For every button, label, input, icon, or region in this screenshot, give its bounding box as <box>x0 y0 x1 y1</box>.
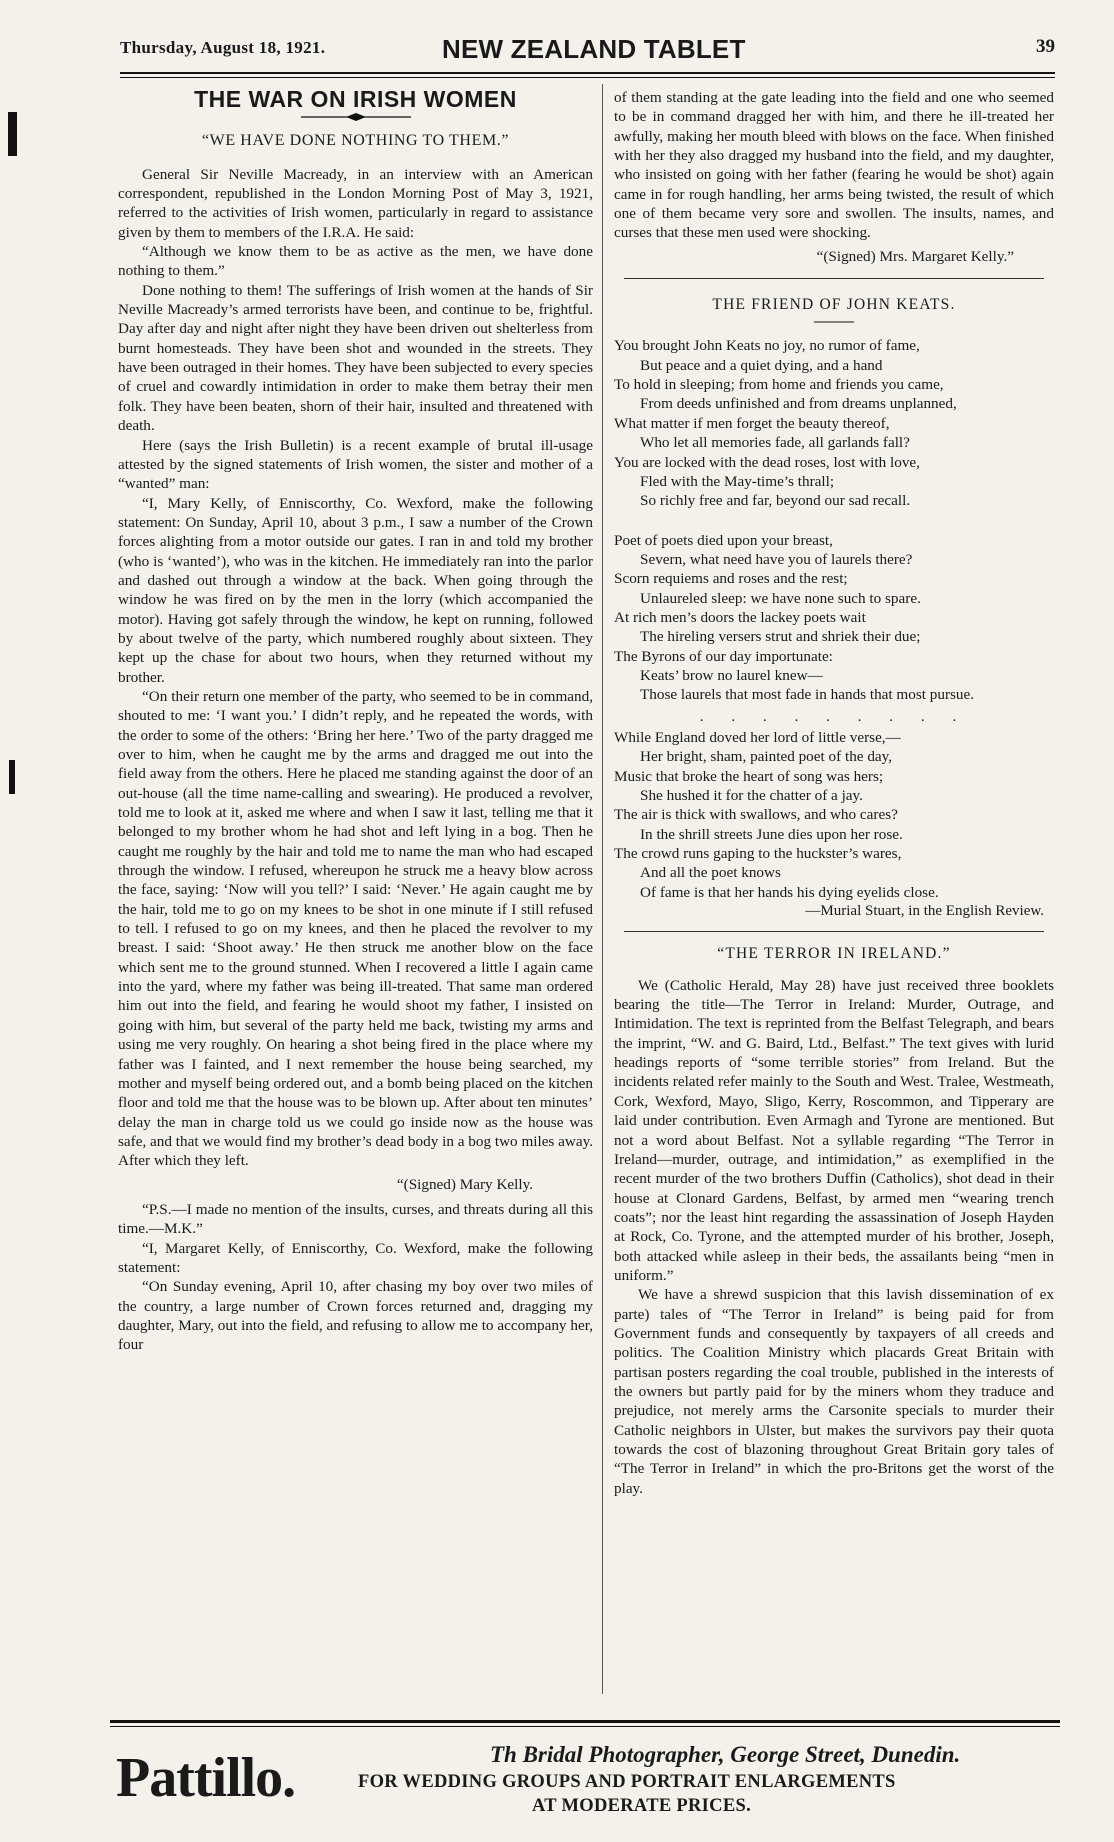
poem-stanza <box>614 336 1054 510</box>
ad-services: FOR WEDDING GROUPS AND PORTRAIT ENLARGEMENTS <box>358 1772 896 1792</box>
article-paragraph: Done nothing to them! The sufferings of Irish women at the hands of Sir Neville Macready’s armed terrorists have been, and continue to be, frightful. Day after day and night after night they have been driven out shelterless from burnt homesteads. They have been shot and wounded in the streets. They have been outraged in their homes. They have been subjected to every species of cruel and cowardly intimidation in order to make them betray their men folk. They have been beaten, shorn of their hair, insulted and threatened with death. <box>118 281 593 435</box>
poem-line: To hold in sleeping; from home and friends you came, <box>614 376 944 394</box>
poem-line: While England doved her lord of little verse,— <box>614 728 901 746</box>
poem-title: THE FRIEND OF JOHN KEATS. <box>712 296 956 314</box>
poem-stanza <box>614 728 1054 902</box>
publication-title: NEW ZEALAND TABLET <box>442 34 746 64</box>
poem-line: The hireling versers strut and shriek their due; <box>640 628 921 646</box>
poem-line: Fled with the May-time’s thrall; <box>640 472 835 490</box>
poem-line: What matter if men forget the beauty thereof, <box>614 414 890 432</box>
signature-margaret-kelly: “(Signed) Mrs. Margaret Kelly.” <box>816 247 1014 265</box>
poem-stanza <box>614 531 1054 705</box>
header-rule-thin <box>120 77 1055 78</box>
poem-line: Poet of poets died upon your breast, <box>614 531 833 549</box>
ad-rule-thin <box>110 1726 1060 1727</box>
poem-line: You brought John Keats no joy, no rumor of fame, <box>614 337 920 355</box>
poem-line: In the shrill streets June dies upon her rose. <box>640 825 903 843</box>
article-paragraph: Here (says the Irish Bulletin) is a recent example of brutal ill-usage attested by the signed statements of Irish women, the sister and mother of a “wanted” man: <box>118 436 593 493</box>
ad-rule <box>110 1720 1060 1723</box>
poem-line: And all the poet knows <box>640 864 781 882</box>
issue-date: Thursday, August 18, 1921. <box>120 38 326 57</box>
article-paragraph: “On Sunday evening, April 10, after chasing my boy over two miles of the country, a large number of Crown forces returned and, dragging my daughter, Mary, out into the field, and refusing to allow me to accompany her, four <box>118 1278 593 1354</box>
section-separator <box>624 278 1044 279</box>
article2-title: “THE TERROR IN IRELAND.” <box>717 945 951 963</box>
article2-paragraph: We (Catholic Herald, May 28) have just received three booklets bearing the title—The Terror in Ireland: Murder, Outrage, and Intimidation. The text is reprinted from the Belfast Telegraph, and bears the imprint, “W. and G. Baird, Ltd., Belfast.” The text gives with lurid headings reports of “some terrible stories” from Ireland. But the incidents related refer mainly to the South and West. Tralee, Westmeath, Cork, Wexford, Mayo, Sligo, Kerry, Roscommon, and Tipperary are laid under contribution. Even Armagh and Tyrone are mentioned. But not a word about Belfast. Not a syllable regarding “The Terror in Ireland—murder, outrage, and intimidation,” as exemplified in the recent murder of the two brothers Duffin (Catholics), shot dead in their house at Clonard Gardens, Belfast, by armed men “wearing trench coats”; nor the least hint regarding the assassination of Joseph Hayden at Rock, Co. Tyrone, and the attempted murder of his brother, Joseph, both attacked while asleep in their beds, the assailants being “men in uniform.” <box>614 976 1054 1284</box>
poem-line: Of fame is that her hands his dying eyelids close. <box>640 883 939 901</box>
article-paragraph: “Although we know them to be as active as the men, we have done nothing to them.” <box>118 243 593 280</box>
poem-line: Scorn requiems and roses and the rest; <box>614 570 848 588</box>
article-title: THE WAR ON IRISH WOMEN <box>194 86 517 112</box>
header-rule <box>120 72 1055 74</box>
poem-line: The crowd runs gaping to the huckster’s wares, <box>614 845 902 863</box>
title-ornament <box>301 113 411 121</box>
poem-line: Her bright, sham, painted poet of the day, <box>640 748 893 766</box>
poem-title-ornament <box>814 318 854 326</box>
article2-paragraph: We have a shrewd suspicion that this lavish dissemination of ex parte) tales of “The Terror in Ireland” is being paid for from Government funds and consequently by taxpayers of all creeds and politics. The Coalition Ministry which placards Great Britain with partisan posters regarding the coal trouble, published in the interests of the owners but partly paid for by the miners whom they traduce and prejudice, not merely arms the Carsonite specials to murder their Catholic neighbors in Ulster, but makes the survivors pay their quota towards the cost of blazoning throughout Great Britain gory tales of “The Terror in Ireland” in which the pro-Britons get the worst of the play. <box>614 1286 1054 1497</box>
poem-line: But peace and a quiet dying, and a hand <box>640 356 883 374</box>
poem-line: Those laurels that most fade in hands that most pursue. <box>640 686 975 704</box>
poem-line: You are locked with the dead roses, lost with love, <box>614 453 920 471</box>
article-subhead: “WE HAVE DONE NOTHING TO THEM.” <box>201 132 510 150</box>
ad-tagline: Th Bridal Photographer, George Street, Dunedin. <box>490 1742 961 1767</box>
poem-line: At rich men’s doors the lackey poets wait <box>614 608 866 626</box>
right-column <box>614 88 1054 1498</box>
column-divider <box>602 84 603 1694</box>
section-separator <box>624 931 1044 932</box>
binding-mark-top <box>8 112 17 156</box>
poem-line: The air is thick with swallows, and who cares? <box>614 806 898 824</box>
poem-line: Who let all memories fade, all garlands fall? <box>640 434 910 452</box>
poem-line: Keats’ brow no laurel knew— <box>640 666 823 684</box>
poem-line: From deeds unfinished and from dreams unplanned, <box>640 395 957 413</box>
poem-line: So richly free and far, beyond our sad recall. <box>640 492 911 510</box>
binding-mark-mid <box>9 760 15 794</box>
poem-line: She hushed it for the chatter of a jay. <box>640 787 863 804</box>
page-header <box>120 30 1055 80</box>
page-number: 39 <box>1036 36 1055 57</box>
poem-line: The Byrons of our day importunate: <box>614 647 833 665</box>
article-paragraph: “I, Margaret Kelly, of Enniscorthy, Co. Wexford, make the following statement: <box>118 1239 593 1276</box>
signature-mary-kelly: “(Signed) Mary Kelly. <box>396 1175 533 1193</box>
poem-credit: —Murial Stuart, in the English Review. <box>805 903 1044 920</box>
article-paragraph: “I, Mary Kelly, of Enniscorthy, Co. Wexford, make the following statement: On Sunday, April 10, about 3 p.m., I saw a number of the Crown forces alighting from a motor outside our gates. I ran in and told my brother (who is ‘wanted’), who was in the kitchen. He immediately ran into the parlor and dashed out through a window at the back. When going through the window he was fired on by the men in the lorry (which accompanied the motor). Having got safely through the window, he kept on running, followed by about twelve of the party, which numbered roughly about sixteen. They kept up the chase for about two hours, when they returned without my brother. <box>118 494 593 686</box>
article-paragraph: General Sir Neville Macready, in an interview with an American correspondent, republished in the London Morning Post of May 3, 1921, referred to the activities of Irish women, particularly in regard to assistance given by them to members of the I.R.A. He said: <box>118 165 593 241</box>
ad-brand: Pattillo. <box>116 1747 296 1809</box>
advertisement <box>110 1720 1060 1840</box>
poem-line: Unlaureled sleep: we have none such to spare. <box>640 589 921 607</box>
stanza-dots: . . . . . . . . . <box>699 707 969 725</box>
poem-line: Severn, what need have you of laurels there? <box>640 550 913 568</box>
left-column <box>118 88 593 1355</box>
poem-line: Music that broke the heart of song was hers; <box>614 767 884 785</box>
article-continuation: of them standing at the gate leading into the field and one who seemed to be in command dragged her with him, and there he ill-treated her awfully, making her mouth bleed with blows on the face. When finished with her they also dragged my husband into the field, and my daughter, who insisted on going with her father (fearing he would be shot) again came in for rough handling, her arms being twisted, the result of which one of them became very sore and swollen. The insults, names, and curses that these men used were shocking. <box>614 89 1054 242</box>
article-paragraph: “On their return one member of the party, who seemed to be in command, shouted to me: ‘I want you.’ I didn’t reply, and he repeated the words, with the order to some of the others: ‘Bring her here.’ Two of the party dragged me over to him, when he caught me by the arms and dragged me out into the field away from the others. Here he placed me standing against the door of an out-house (all the time name-calling and swearing). He produced a revolver, told me to look at it, asked me where and when I saw it last, telling me that it belonged to my brother whom he had shot and left lying in a bog. Then he caught me roughly by the hair and told me to name the man who had escaped through the window. I refused, whereupon he struck me a heavy blow across the face, saying: ‘Now will you tell?’ I said: ‘Never.’ He again caught me by the hair, told me to go on my knees to be shot in one minute if I still refused to tell. I refused to go on my knees, and then he placed the revolver to my breast. I said: ‘Shoot away.’ He then struck me another blow on the face which sent me to the ground stunned. When I recovered a little I again came into the yard, where my father was being ill-treated. That same man ordered him out into the field, and fearing he would shoot my father, I insisted on going with him, but several of the party held me back, twisting my arms and using me very roughly. On hearing a shot being fired in the place where my father was I fainted, and I next remember the house being searched, my mother and myself being ordered out, and a bomb being placed on the kitchen floor and told me that the house was to be blown up. After about ten minutes’ delay the man in charge told us we could go inside now as the house was safe, and that we would find my brother’s dead body in a bog two miles away. After which they left. <box>118 687 593 1170</box>
article-paragraph: “P.S.—I made no mention of the insults, curses, and threats during all this time.—M.K.” <box>118 1200 593 1238</box>
ad-prices: AT MODERATE PRICES. <box>532 1796 751 1816</box>
